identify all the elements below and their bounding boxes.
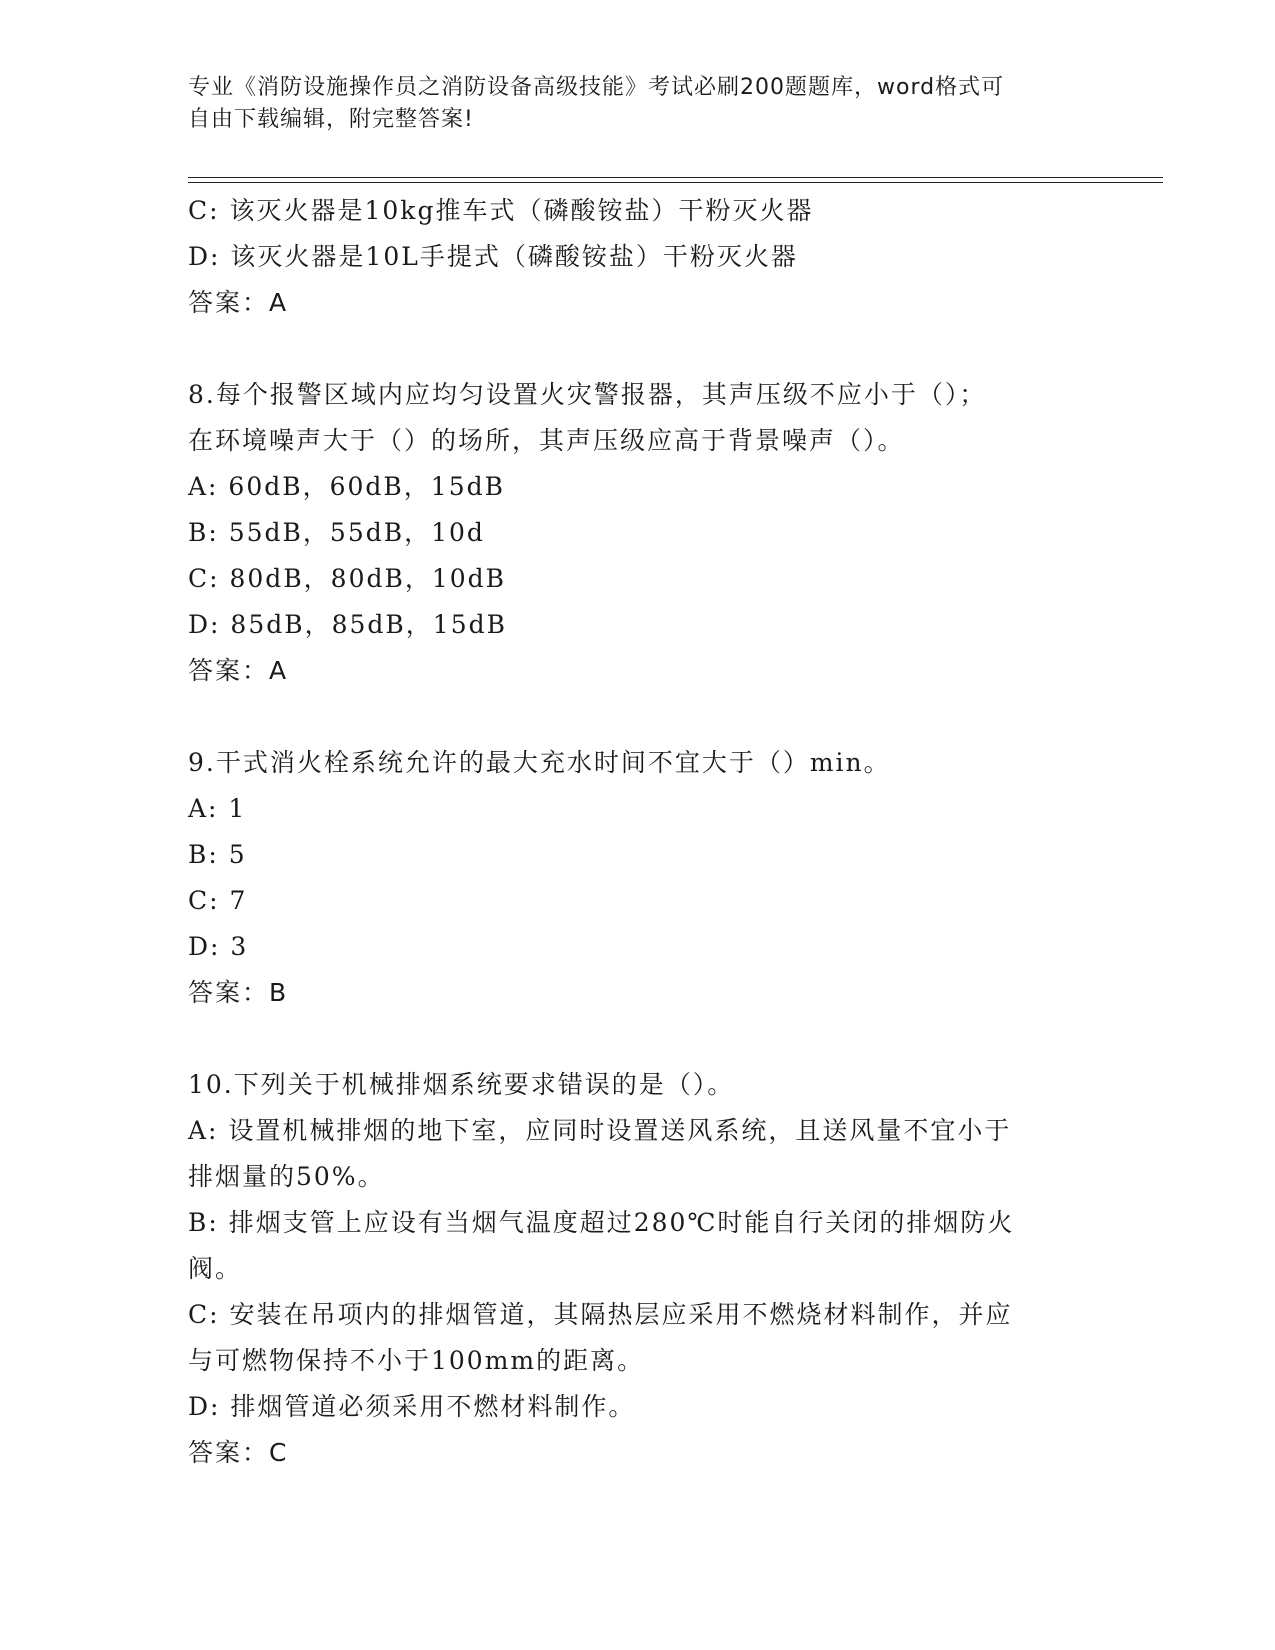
answer: 答案：A <box>188 288 289 317</box>
question-stem-line-1: 8.每个报警区域内应均匀设置火灾警报器，其声压级不应小于（）； <box>188 380 987 409</box>
header-line-2: 自由下载编辑，附完整答案! <box>188 107 474 132</box>
header-divider-top <box>188 177 1163 178</box>
option-a-line-2: 排烟量的50%。 <box>188 1162 385 1191</box>
option-b: B: 5 <box>188 840 247 869</box>
option-c: C: 7 <box>188 886 248 915</box>
header-divider-bottom <box>188 182 1163 183</box>
question-stem: 10.下列关于机械排烟系统要求错误的是（）。 <box>188 1070 735 1099</box>
option-a: A: 60dB，60dB，15dB <box>188 472 505 501</box>
question-10 <box>188 1062 1088 1476</box>
option-c-line-1: C: 安装在吊项内的排烟管道，其隔热层应采用不燃烧材料制作，并应 <box>188 1300 1013 1329</box>
question-stem: 9.干式消火栓系统允许的最大充水时间不宜大于（）min。 <box>188 748 891 777</box>
answer: 答案：A <box>188 656 289 685</box>
option-c: C: 该灭火器是10kg推车式（磷酸铵盐）干粉灭火器 <box>188 196 814 225</box>
option-c-line-2: 与可燃物保持不小于100mm的距离。 <box>188 1346 645 1375</box>
answer: 答案：C <box>188 1438 289 1467</box>
question-stem-line-2: 在环境噪声大于（）的场所，其声压级应高于背景噪声（）。 <box>188 426 905 455</box>
question-content <box>188 188 1088 1476</box>
option-d: D: 3 <box>188 932 249 961</box>
option-b-line-2: 阀。 <box>188 1254 243 1283</box>
question-8 <box>188 372 1088 694</box>
option-d: D: 该灭火器是10L手提式（磷酸铵盐）干粉灭火器 <box>188 242 798 271</box>
question-7-tail <box>188 188 1088 326</box>
option-a: A: 1 <box>188 794 247 823</box>
spacer <box>188 1016 1088 1062</box>
question-9 <box>188 740 1088 1016</box>
option-d: D: 排烟管道必须采用不燃材料制作。 <box>188 1392 636 1421</box>
option-c: C: 80dB，80dB，10dB <box>188 564 507 593</box>
option-b-line-1: B: 排烟支管上应设有当烟气温度超过280℃时能自行关闭的排烟防火 <box>188 1208 1015 1237</box>
answer: 答案：B <box>188 978 289 1007</box>
header-line-1: 专业《消防设施操作员之消防设备高级技能》考试必刷200题题库，word格式可 <box>188 75 1005 100</box>
option-a-line-1: A: 设置机械排烟的地下室，应同时设置送风系统，且送风量不宜小于 <box>188 1116 1012 1145</box>
spacer <box>188 694 1088 740</box>
option-b: B: 55dB，55dB，10d <box>188 518 485 547</box>
document-header <box>188 72 1088 136</box>
option-d: D: 85dB，85dB，15dB <box>188 610 507 639</box>
spacer <box>188 326 1088 372</box>
